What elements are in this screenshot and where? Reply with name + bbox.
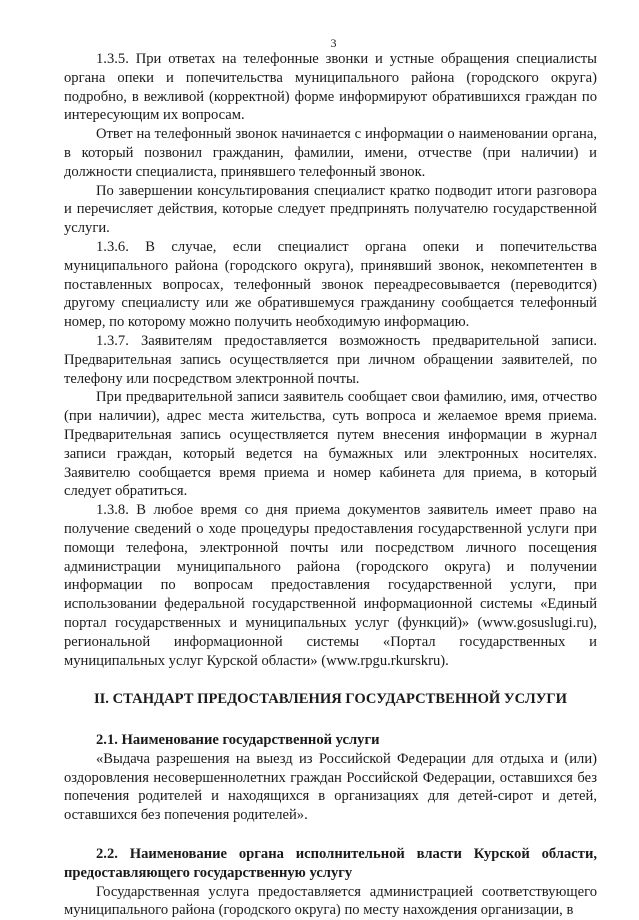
paragraph-1-3-7: 1.3.7. Заявителям предоставляется возможность предварительной записи. Предварительная запись осуществляется при личном обращении заявителей, по телефону или посредством электронной почты. (64, 332, 597, 387)
subsection-2-1-title: 2.1. Наименование государственной услуги (96, 732, 380, 749)
spacer (64, 825, 597, 845)
paragraph-1-3-8: 1.3.8. В любое время со дня приема документов заявитель имеет право на получение сведений о ходе процедуры предоставления государственной услуги при помощи телефона, электронной почты или посредством личного посещения администрации муниципального района (городского округа) и получении информации по вопросам предоставления государственной услуги, при использовании федеральной государственной информационной системы «Единый портал государственных и муниципальных услуг (функций)» (www.gosuslugi.ru), региональной информационной системы «Портал государственных и муниципальных услуг Курской области» (www.rpgu.rkurskru). (64, 502, 597, 669)
document-body (64, 50, 597, 920)
paragraph-1-3-5: 1.3.5. При ответах на телефонные звонки и устные обращения специалисты органа опеки и попечительства муниципального района (городского округа) подробно, в вежливой (корректной) форме информируют обратившихся граждан по интересующим их вопросам. (64, 51, 597, 124)
paragraph-preregistration: При предварительной записи заявитель сообщает свои фамилию, имя, отчество (при наличии), адрес места жительства, суть вопроса и желаемое время приема. Предварительная запись осуществляется путем внесения информации в журнал записи граждан, который ведется на бумажных или электронных носителях. Заявителю сообщается время приема и номер кабинета для приема, в который следует обратиться. (64, 389, 597, 500)
subsection-2-2-title: 2.2. Наименование органа исполнительной власти Курской области, предоставляющего государственную услугу (64, 846, 597, 881)
page-number: 3 (330, 36, 337, 50)
paragraph-phone-answer: Ответ на телефонный звонок начинается с информации о наименовании органа, в который позвонил гражданин, фамилии, имени, отчестве (при наличии) и должности специалиста, принявшего телефонный звонок. (64, 126, 597, 180)
subsection-2-1-text: «Выдача разрешения на выезд из Российской Федерации для отдыха и (или) оздоровления несовершеннолетних граждан Российской Федерации, оставшихся без попечения родителей и находящихся в организациях для детей-сирот и детей, оставшихся без попечения родителей». (64, 750, 597, 824)
subsection-2-2-text: Государственная услуга предоставляется администрацией соответствующего муниципального района (городского округа) по месту нахождения организации, в (64, 883, 597, 919)
paragraph-consult-summary: По завершении консультирования специалист кратко подводит итоги разговора и перечисляет действия, которые следует предпринять получателю государственной услуги. (64, 182, 597, 237)
section-title: II. СТАНДАРТ ПРЕДОСТАВЛЕНИЯ ГОСУДАРСТВЕННОЙ УСЛУГИ (93, 691, 568, 708)
paragraph-1-3-6: 1.3.6. В случае, если специалист органа опеки и попечительства муниципального района (городского округа), принявший звонок, некомпетентен в поставленных вопросах, телефонный звонок переадресовывается (переводится) другому специалисту или же обратившемуся гражданину сообщается телефонный номер, по которому можно получить необходимую информацию. (64, 238, 597, 331)
